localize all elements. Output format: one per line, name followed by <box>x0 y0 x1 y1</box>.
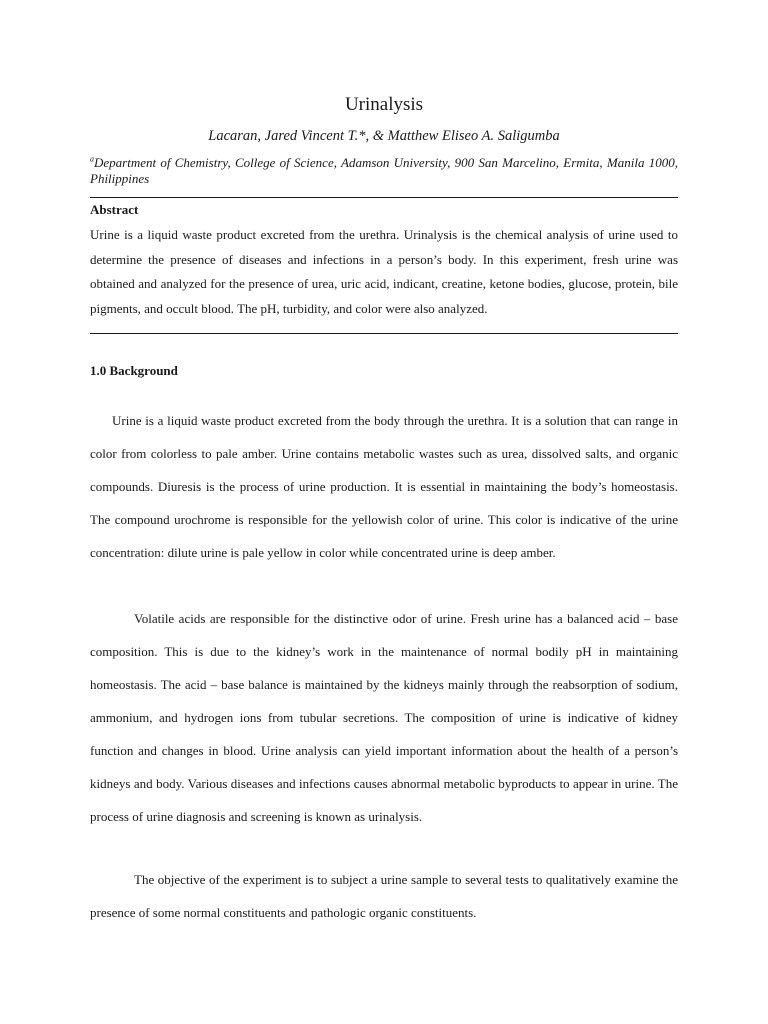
section-heading: 1.0 Background <box>90 363 178 378</box>
body-paragraph-3: The objective of the experiment is to subject a urine sample to several tests to qualitatively examine the presence of some normal constituents and pathologic organic constituents. <box>90 872 678 920</box>
affiliation-marker: a <box>90 154 94 164</box>
author-list: Lacaran, Jared Vincent T.*, & Matthew Eliseo A. Saligumba <box>208 128 560 144</box>
body-paragraph-1: Urine is a liquid waste product excreted from the body through the urethra. It is a solution that can range in color from colorless to pale amber. Urine contains metabolic wastes such as urea, dissolved salts, and organic compounds. Diuresis is the process of urine production. It is essential in maintaining the body’s homeostasis. The compound urochrome is responsible for the yellowish color of urine. This color is indicative of the urine concentration: dilute urine is pale yellow in color while concentrated urine is deep amber. <box>90 413 678 560</box>
abstract-heading: Abstract <box>90 202 139 217</box>
abstract-text: Urine is a liquid waste product excreted from the urethra. Urinalysis is the chemical analysis of urine used to determine the presence of diseases and infections in a person’s body. In this experiment, fresh urine was obtained and analyzed for the presence of urea, uric acid, indicant, creatine, ketone bodies, glucose, protein, bile pigments, and occult blood. The pH, turbidity, and color were also analyzed. <box>90 227 678 316</box>
paper-title: Urinalysis <box>344 94 424 115</box>
body-paragraph-2: Volatile acids are responsible for the distinctive odor of urine. Fresh urine has a balanced acid – base composition. This is due to the kidney’s work in the maintenance of normal bodily pH in maintaining homeostasis. The acid – base balance is maintained by the kidneys mainly through the reabsorption of sodium, ammonium, and hydrogen ions from tubular secretions. The composition of urine is indicative of kidney function and changes in blood. Urine analysis can yield important information about the health of a person’s kidneys and body. Various diseases and infections causes abnormal metabolic byproducts to appear in urine. The process of urine diagnosis and screening is known as urinalysis. <box>90 611 678 824</box>
affiliation <box>90 155 678 187</box>
rule-above-abstract <box>90 197 678 198</box>
affiliation-text: Department of Chemistry, College of Science, Adamson University, 900 San Marcelino, Ermita, Manila 1000, Philippines <box>90 155 678 186</box>
rule-below-abstract <box>90 333 678 334</box>
